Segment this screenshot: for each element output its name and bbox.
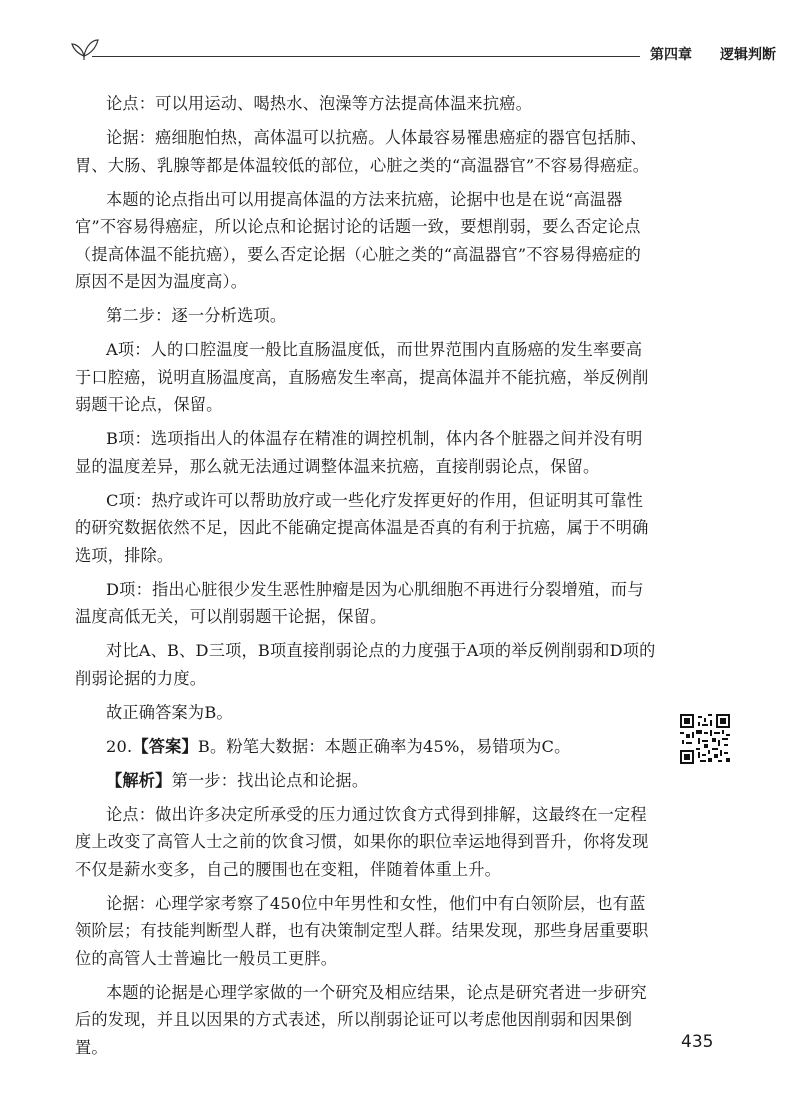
paragraph: B项：选项指出人的体温存在精准的调控机制，体内各个脏器之间并没有明显的温度差异，那么就无法通过调整体温来抗癌，直接削弱论点，保留。	[75, 429, 643, 476]
analysis-text: 第一步：找出论点和论据。	[171, 770, 369, 790]
answer-label: 【答案】	[132, 736, 198, 756]
chapter-title: 逻辑判断	[720, 47, 776, 63]
page-body	[75, 90, 657, 1068]
paragraph: 故正确答案为B。	[106, 702, 233, 722]
paragraph: 本题的论点指出可以用提高体温的方法来抗癌，论据中也是在说“高温器官”不容易得癌症，所以论点和论据讨论的话题一致，要想削弱，要么否定论点（提高体温不能抗癌），要么否定论据（心脏之类的“高温器官”不容易得癌症的原因不是因为温度高）。	[75, 189, 642, 291]
chapter-label: 第四章	[650, 47, 692, 63]
paragraph: 本题的论据是心理学家做的一个研究及相应结果，论点是研究者进一步研究后的发现，并且以因果的方式表述，所以削弱论证可以考虑他因削弱和因果倒置。	[75, 982, 647, 1057]
paragraph: 论点：做出许多决定所承受的压力通过饮食方式得到排解，这最终在一定程度上改变了高管人士之前的饮食习惯，如果你的职位幸运地得到晋升，你将发现不仅是薪水变多，自己的腰围也在变粗，伴随着体重上升。	[75, 804, 649, 879]
paragraph: 第二步：逐一分析选项。	[106, 306, 287, 325]
paragraph: 论据：癌细胞怕热，高体温可以抗癌。人体最容易罹患癌症的器官包括肺、胃、大肠、乳腺等都是体温较低的部位，心脏之类的“高温器官”不容易得癌症。	[75, 128, 650, 175]
qr-code-icon[interactable]	[680, 714, 730, 764]
analysis-label: 【解析】	[106, 770, 172, 790]
paragraph: A项：人的口腔温度一般比直肠温度低，而世界范围内直肠癌的发生率要高于口腔癌，说明直肠温度高，直肠癌发生率高，提高体温并不能抗癌，举反例削弱题干论点，保留。	[75, 340, 649, 414]
paragraph: 论点：可以用运动、喝热水、泡澡等方法提高体温来抗癌。	[106, 94, 533, 113]
paragraph: 对比A、B、D三项，B项直接削弱论点的力度强于A项的举反例削弱和D项的削弱论据的力度。	[75, 641, 656, 688]
answer-line	[75, 733, 657, 761]
paragraph: 论据：心理学家考察了450位中年男性和女性，他们中有白领阶层，也有蓝领阶层；有技能判断型人群，也有决策制定型人群。结果发现，那些身居重要职位的高管人士普遍比一般员工更胖。	[75, 893, 649, 968]
paragraph: C项：热疗或许可以帮助放疗或一些化疗发挥更好的作用，但证明其可靠性的研究数据依然不足，因此不能确定提高体温是否真的有利于抗癌，属于不明确选项，排除。	[75, 490, 649, 565]
paragraph: D项：指出心脏很少发生恶性肿瘤是因为心肌细胞不再进行分裂增殖，而与温度高低无关，可以削弱题干论据，保留。	[75, 579, 644, 626]
page-number: 435	[681, 1032, 714, 1052]
question-number: 20.	[106, 736, 133, 756]
running-header	[70, 30, 780, 70]
header-rule	[92, 56, 640, 57]
analysis-line	[75, 767, 657, 795]
answer-text: B。粉笔大数据：本题正确率为45%，易错项为C。	[197, 736, 571, 756]
